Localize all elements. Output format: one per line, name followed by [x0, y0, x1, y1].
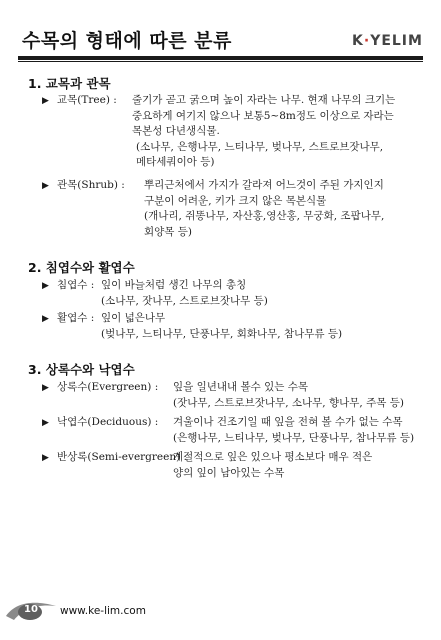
- desc-line: (소나무, 은행나무, 느티나무, 벚나무, 스트로브잣나무,: [136, 140, 384, 153]
- term-description: [173, 415, 414, 446]
- bullet-arrow-icon: ▶: [42, 314, 49, 324]
- desc-line: 중요하게 여기지 않으나 보통5~8m정도 이상으로 자라는: [132, 109, 394, 122]
- section-heading-1: 1. 교목과 관목: [28, 76, 111, 91]
- page-number: 10: [24, 604, 38, 615]
- publisher-logo: K·YELIM: [352, 33, 423, 49]
- footer-url[interactable]: www.ke-lim.com: [60, 605, 146, 617]
- desc-line: 뿌리근처에서 가지가 갈라져 어느것이 주된 가지인지: [144, 179, 384, 191]
- term-label: 낙엽수(Deciduous) :: [57, 416, 159, 428]
- bullet-arrow-icon: ▶: [42, 181, 49, 191]
- term-label: 상록수(Evergreen) :: [57, 381, 159, 393]
- desc-line: (소나무, 잣나무, 스트로브잣나무 등): [101, 294, 268, 307]
- term-description: [173, 450, 372, 481]
- bullet-arrow-icon: ▶: [42, 383, 49, 393]
- page-title: 수목의 형태에 따른 분류: [22, 30, 232, 52]
- section-heading-2: 2. 침엽수와 활엽수: [28, 260, 135, 275]
- section-heading-3: 3. 상록수와 낙엽수: [28, 362, 135, 377]
- desc-line: 메타세쿼이아 등): [136, 156, 215, 168]
- term-label: 반상록(Semi-evergreen) :: [57, 451, 188, 463]
- bullet-arrow-icon: ▶: [42, 281, 49, 291]
- term-label: 관목(Shrub) :: [57, 179, 125, 191]
- title-rule: [18, 56, 423, 60]
- desc-line: (잣나무, 스트로브잣나무, 소나무, 향나무, 주목 등): [173, 396, 404, 409]
- desc-line: (은행나무, 느티나무, 벚나무, 단풍나무, 참나무류 등): [173, 431, 415, 444]
- desc-line: 회양목 등): [144, 225, 193, 238]
- term-description: [101, 278, 268, 309]
- desc-line: 구분이 어려운, 키가 크지 않은 목본식물: [144, 194, 327, 207]
- bullet-arrow-icon: ▶: [42, 96, 49, 106]
- desc-line: 목본성 다년생식물.: [132, 125, 220, 137]
- title-rule-thin: [18, 61, 423, 62]
- term-description: [132, 93, 395, 171]
- desc-line: 잎을 일년내내 볼수 있는 수목: [173, 381, 309, 393]
- term-label: 침엽수 :: [57, 279, 95, 291]
- desc-line: (개나리, 쥐똥나무, 자산홍,영산홍, 무궁화, 조팝나무,: [144, 210, 385, 222]
- term-description: [101, 311, 342, 342]
- desc-line: 잎이 넓은나무: [101, 312, 166, 324]
- bullet-arrow-icon: ▶: [42, 418, 49, 428]
- term-label: 활엽수 :: [57, 312, 95, 324]
- desc-line: (벚나무, 느티나무, 단풍나무, 회화나무, 참나무류 등): [101, 327, 343, 340]
- bullet-arrow-icon: ▶: [42, 453, 49, 463]
- desc-line: 잎이 바늘처럼 생긴 나무의 총칭: [101, 279, 247, 291]
- desc-line: 줄기가 곧고 굵으며 높이 자라는 나무. 현재 나무의 크기는: [132, 94, 396, 106]
- desc-line: 겨울이나 건조기일 때 잎을 전혀 볼 수가 없는 수목: [173, 416, 403, 428]
- term-label: 교목(Tree) :: [57, 94, 117, 106]
- desc-line: 양의 잎이 남아있는 수목: [173, 466, 285, 479]
- desc-line: 계절적으로 잎은 있으나 평소보다 매우 적은: [173, 451, 373, 463]
- term-description: [173, 380, 404, 411]
- term-description: [144, 178, 384, 240]
